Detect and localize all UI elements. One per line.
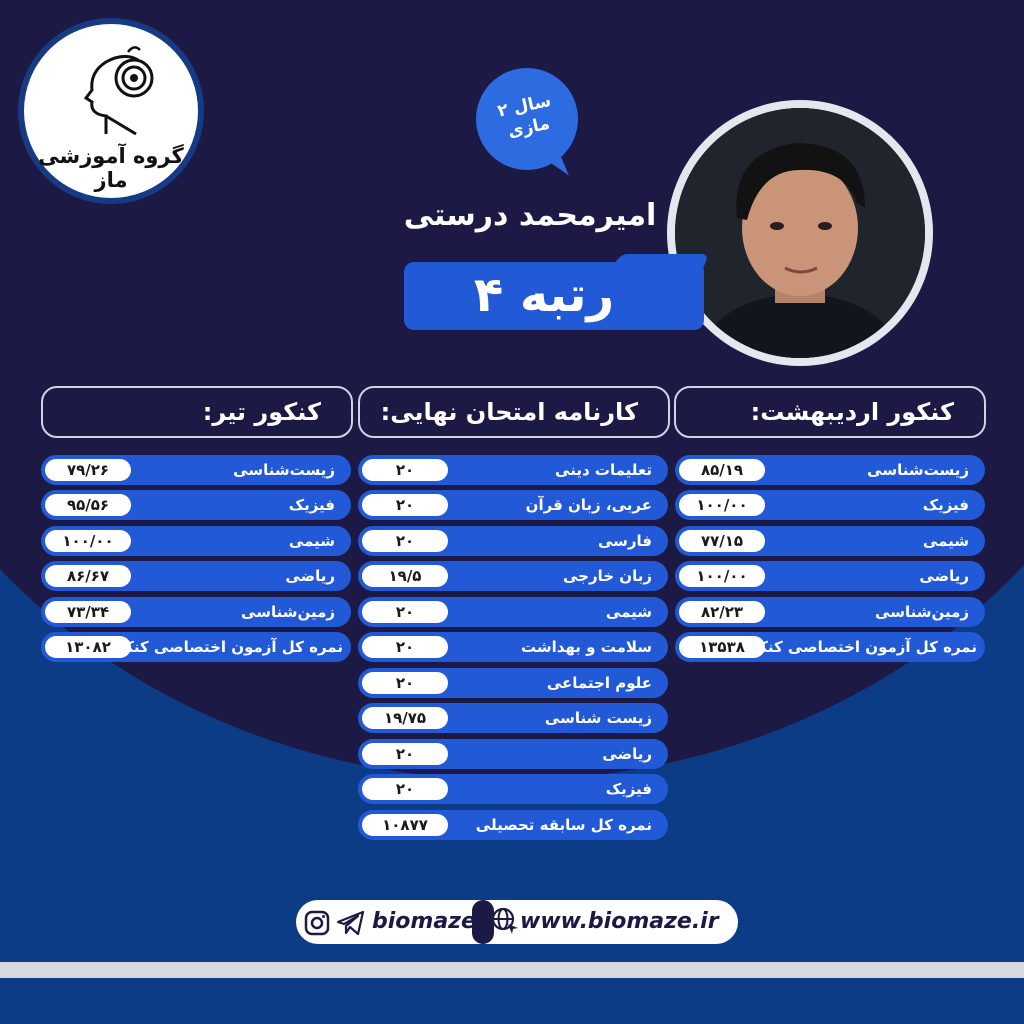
subject-label: زیست شناسی — [544, 709, 652, 727]
subject-label: ریاضی — [602, 745, 652, 763]
bottom-divider — [0, 962, 1024, 978]
subject-label: زمین‌شناسی — [241, 603, 335, 621]
subject-label: ریاضی — [919, 567, 969, 585]
subject-label: شیمی — [288, 532, 335, 550]
table-row — [358, 597, 668, 627]
subject-label: شیمی — [605, 603, 652, 621]
table-row — [358, 561, 668, 591]
subject-label: زیست‌شناسی — [867, 461, 969, 479]
score-value: ۲۰ — [362, 743, 448, 765]
table-row — [41, 597, 351, 627]
table-row — [675, 632, 985, 662]
subject-label: فارسی — [597, 532, 652, 550]
score-value: ۱۳۵۳۸ — [679, 636, 765, 658]
table-row — [41, 526, 351, 556]
score-value: ۱۰۰/۰۰ — [45, 530, 131, 552]
rank-label: رتبه ۴ — [473, 267, 615, 323]
final-exam-title: کارنامه امتحان نهایی: — [358, 386, 670, 438]
subject-label: زیست‌شناسی — [233, 461, 335, 479]
score-value: ۲۰ — [362, 494, 448, 516]
score-value: ۷۳/۳۴ — [45, 601, 131, 623]
subject-label: ریاضی — [285, 567, 335, 585]
table-row — [358, 774, 668, 804]
table-row — [675, 490, 985, 520]
table-row — [358, 455, 668, 485]
table-row — [675, 561, 985, 591]
table-row — [675, 597, 985, 627]
badge-line-1: ۲ سال — [495, 90, 553, 122]
table-row — [358, 490, 668, 520]
subject-label: سلامت و بهداشت — [520, 638, 652, 656]
subject-label: شیمی — [922, 532, 969, 550]
student-photo — [675, 108, 925, 358]
table-row — [358, 739, 668, 769]
table-row — [358, 668, 668, 698]
telegram-icon[interactable] — [336, 910, 366, 936]
score-value: ۲۰ — [362, 778, 448, 800]
instagram-icon[interactable] — [304, 910, 330, 936]
score-value: ۱۰۸۷۷ — [362, 814, 448, 836]
score-value: ۹۵/۵۶ — [45, 494, 131, 516]
head-maze-icon — [76, 46, 166, 141]
table-row — [358, 703, 668, 733]
subject-label: عربی، زبان قرآن — [525, 496, 652, 514]
score-value: ۸۵/۱۹ — [679, 459, 765, 481]
score-value: ۸۲/۲۳ — [679, 601, 765, 623]
brand-logo — [18, 18, 204, 204]
score-value: ۱۹/۷۵ — [362, 707, 448, 729]
table-row — [675, 526, 985, 556]
subject-label: فیزیک — [288, 496, 335, 514]
score-value: ۱۰۰/۰۰ — [679, 494, 765, 516]
table-row — [675, 455, 985, 485]
brand-logo-text: گروه آموزشی ماز — [38, 144, 184, 192]
table-row — [358, 526, 668, 556]
subject-label: علوم اجتماعی — [546, 674, 652, 692]
table-row — [41, 632, 351, 662]
score-value: ۲۰ — [362, 636, 448, 658]
score-value: ۲۰ — [362, 672, 448, 694]
subject-label: نمره کل آزمون اختصاصی کنکور — [107, 638, 343, 656]
badge-line-2: مازی — [506, 113, 552, 142]
score-value: ۲۰ — [362, 459, 448, 481]
website-link[interactable]: www.biomaze.ir — [520, 909, 719, 934]
subject-label: تعلیمات دینی — [555, 461, 652, 479]
globe-cursor-icon[interactable] — [490, 906, 520, 936]
subject-label: زمین‌شناسی — [875, 603, 969, 621]
social-handle[interactable]: biomaze — [372, 909, 476, 934]
table-row — [41, 561, 351, 591]
subject-label: فیزیک — [922, 496, 969, 514]
score-value: ۸۶/۶۷ — [45, 565, 131, 587]
score-value: ۱۳۰۸۲ — [45, 636, 131, 658]
score-value: ۱۰۰/۰۰ — [679, 565, 765, 587]
table-row — [358, 632, 668, 662]
student-name: امیرمحمد درستی — [403, 198, 657, 233]
subject-label: فیزیک — [605, 780, 652, 798]
tir-title: کنکور تیر: — [41, 386, 353, 438]
score-value: ۷۷/۱۵ — [679, 530, 765, 552]
score-value: ۷۹/۲۶ — [45, 459, 131, 481]
ordibehesht-title: کنکور اردیبهشت: — [674, 386, 986, 438]
subject-label: زبان خارجی — [563, 567, 652, 585]
score-value: ۱۹/۵ — [362, 565, 448, 587]
score-value: ۲۰ — [362, 530, 448, 552]
table-row — [358, 810, 668, 840]
table-row — [41, 490, 351, 520]
subject-label: نمره کل آزمون اختصاصی کنکور — [741, 638, 977, 656]
subject-label: نمره کل سابقه تحصیلی — [475, 816, 652, 834]
table-row — [41, 455, 351, 485]
score-value: ۲۰ — [362, 601, 448, 623]
